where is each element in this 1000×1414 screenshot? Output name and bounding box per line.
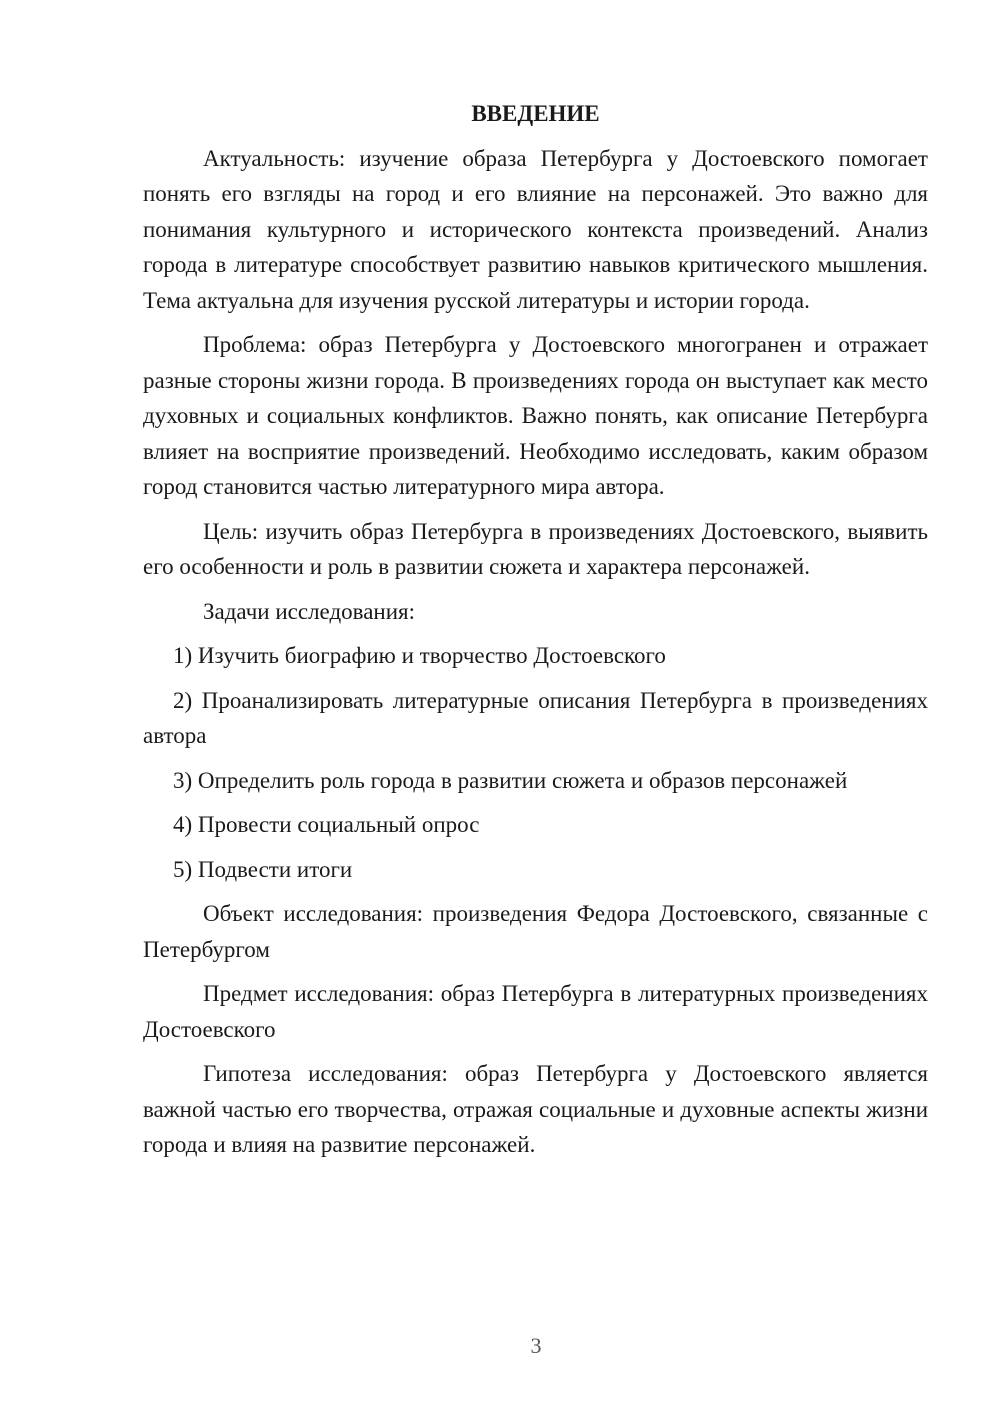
page-number: 3 [530,1333,542,1358]
subject-paragraph: Предмет исследования: образ Петербурга в литературных произведениях Достоевского [143,981,928,1042]
page-content [143,96,928,1172]
page-footer [0,1333,1000,1359]
task-item-3: 3) Определить роль города в развитии сюжета и образов персонажей [173,767,848,793]
hypothesis-paragraph: Гипотеза исследования: образ Петербурга у Достоевского является важной частью его творчества, отражая социальные и духовные аспекты жизни города и влияя на развитие персонажей. [143,1061,928,1157]
task-item-5: 5) Подвести итоги [173,856,353,882]
problem-paragraph: Проблема: образ Петербурга у Достоевского многогранен и отражает разные стороны жизни города. В произведениях города он выступает как место духовных и социальных конфликтов. Важно понять, как описание Петербурга влияет на восприятие произведений. Необходимо исследовать, каким образом город становится частью литературного мира автора. [143,332,928,499]
section-heading: ВВЕДЕНИЕ [471,101,600,126]
task-item-1: 1) Изучить биографию и творчество Достоевского [173,643,666,668]
tasks-title: Задачи исследования: [203,598,416,624]
goal-paragraph: Цель: изучить образ Петербурга в произведениях Достоевского, выявить его особенности и роль в развитии сюжета и характера персонажей. [143,518,928,579]
task-item-2: 2) Проанализировать литературные описания Петербурга в произведениях автора [143,687,928,748]
relevance-paragraph: Актуальность: изучение образа Петербурга у Достоевского помогает понять его взгляды на город и его влияние на персонажей. Это важно для понимания культурного и исторического контекста произведений. Анализ города в литературе способствует развитию навыков критического мышления. Тема актуальна для изучения русской литературы и истории города. [143,145,928,313]
task-item-4: 4) Провести социальный опрос [173,812,480,837]
object-paragraph: Объект исследования: произведения Федора Достоевского, связанные с Петербургом [143,901,928,962]
